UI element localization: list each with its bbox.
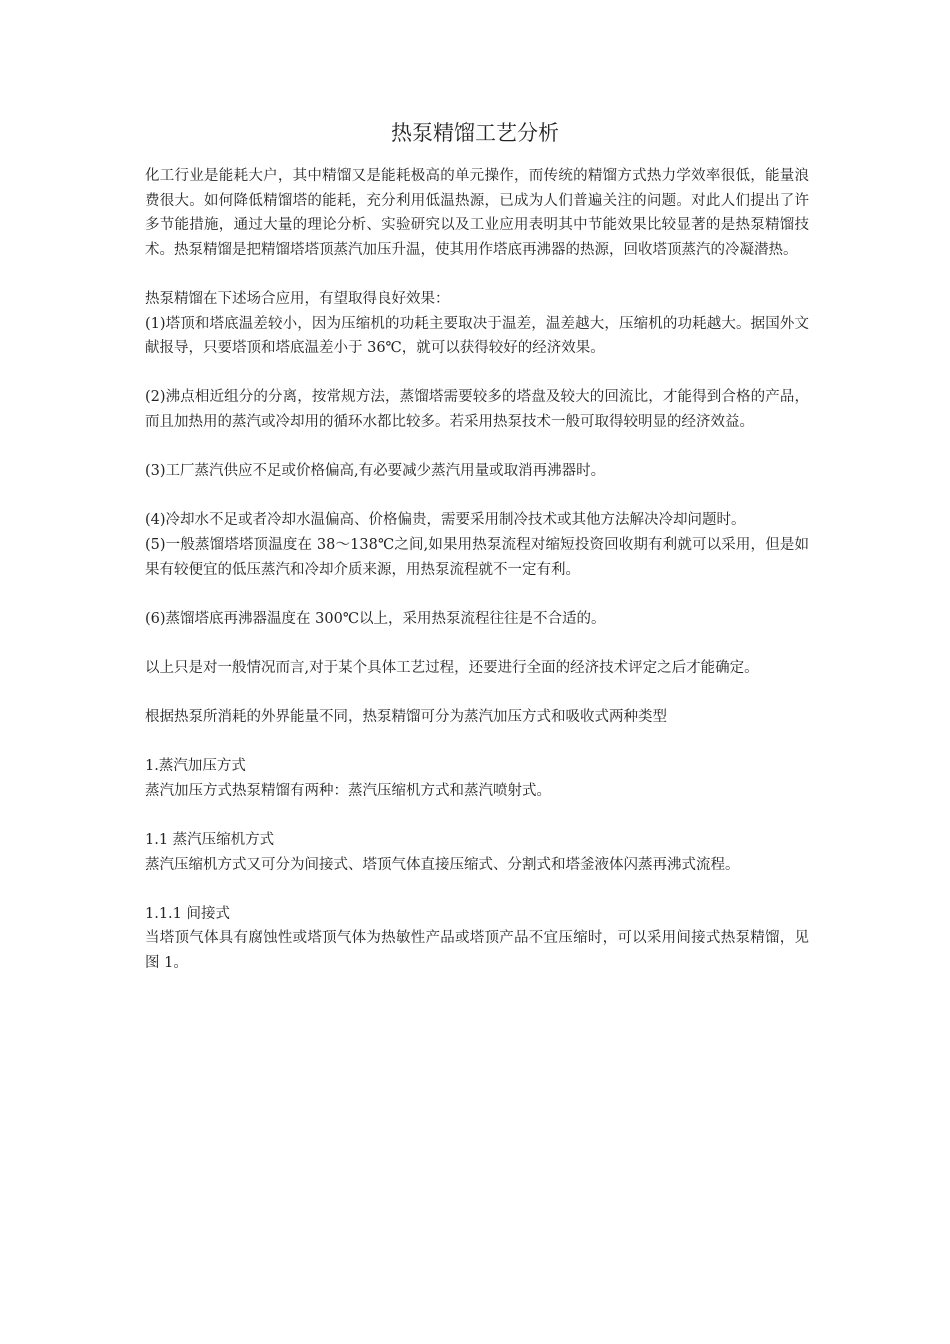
list-item-5: (5)一般蒸馏塔塔顶温度在 38～138℃之间,如果用热泵流程对缩短投资回收期有利就可以采用，但是如果有较便宜的低压蒸汽和冷却介质来源，用热泵流程就不一定有利。 [145, 536, 809, 578]
paragraph-intro: 化工行业是能耗大户，其中精馏又是能耗极高的单元操作，而传统的精馏方式热力学效率很低，能量浪费很大。如何降低精馏塔的能耗，充分利用低温热源，已成为人们普遍关注的问题。对此人们提出了许多节能措施，通过大量的理论分析、实验研究以及工业应用表明其中节能效果比较显著的是热泵精馏技术。热泵精馏是把精馏塔塔顶蒸汽加压升温，使其用作塔底再沸器的热源，回收塔顶蒸汽的冷凝潜热。 [145, 168, 809, 258]
paragraph-conclusion: 以上只是对一般情况而言,对于某个具体工艺过程，还要进行全面的经济技术评定之后才能确定。 [145, 659, 759, 676]
paragraph-gap [145, 435, 809, 460]
document-title: 热泵精馏工艺分析 [391, 121, 559, 145]
paragraph-gap [145, 262, 809, 287]
list-item-2: (2)沸点相近组分的分离，按常规方法，蒸馏塔需要较多的塔盘及较大的回流比，才能得到合格的产品，而且加热用的蒸汽或冷却用的循环水都比较多。若采用热泵技术一般可取得较明显的经济效益。 [145, 389, 809, 430]
document-body [145, 164, 809, 976]
list-item-6: (6)蒸馏塔底再沸器温度在 300℃以上，采用热泵流程往往是不合适的。 [145, 610, 606, 627]
section-heading-1: 1.蒸汽加压方式 [145, 758, 246, 775]
list-item-1: (1)塔顶和塔底温差较小，因为压缩机的功耗主要取决于温差，温差越大，压缩机的功耗越大。据国外文献报导，只要塔顶和塔底温差小于 36℃，就可以获得较好的经济效果。 [145, 315, 809, 357]
paragraph-applications-lead: 热泵精馏在下述场合应用，有望取得良好效果： [145, 290, 450, 307]
section-text-1-1: 蒸汽压缩机方式又可分为间接式、塔顶气体直接压缩式、分割式和塔釜液体闪蒸再沸式流程。 [145, 856, 740, 873]
paragraph-gap [145, 361, 809, 386]
list-item-4: (4)冷却水不足或者冷却水温偏高、价格偏贵，需要采用制冷技术或其他方法解决冷却问题时。 [145, 512, 746, 529]
paragraph-gap [145, 582, 809, 607]
section-text-1: 蒸汽加压方式热泵精馏有两种：蒸汽压缩机方式和蒸汽喷射式。 [145, 782, 551, 799]
list-item-3: (3)工厂蒸汽供应不足或价格偏高,有必要减少蒸汽用量或取消再沸器时。 [145, 463, 606, 480]
section-heading-1-1: 1.1 蒸汽压缩机方式 [145, 832, 275, 849]
paragraph-gap [145, 803, 809, 828]
paragraph-gap [145, 877, 809, 902]
section-heading-1-1-1: 1.1.1 间接式 [145, 905, 231, 922]
section-text-1-1-1: 当塔顶气体具有腐蚀性或塔顶气体为热敏性产品或塔顶产品不宜压缩时，可以采用间接式热泵精馏，见图 1。 [145, 930, 809, 971]
paragraph-gap [145, 484, 809, 509]
paragraph-gap [145, 730, 809, 755]
paragraph-gap [145, 680, 809, 705]
paragraph-gap [145, 631, 809, 656]
paragraph-classification: 根据热泵所消耗的外界能量不同，热泵精馏可分为蒸汽加压方式和吸收式两种类型 [145, 709, 667, 726]
